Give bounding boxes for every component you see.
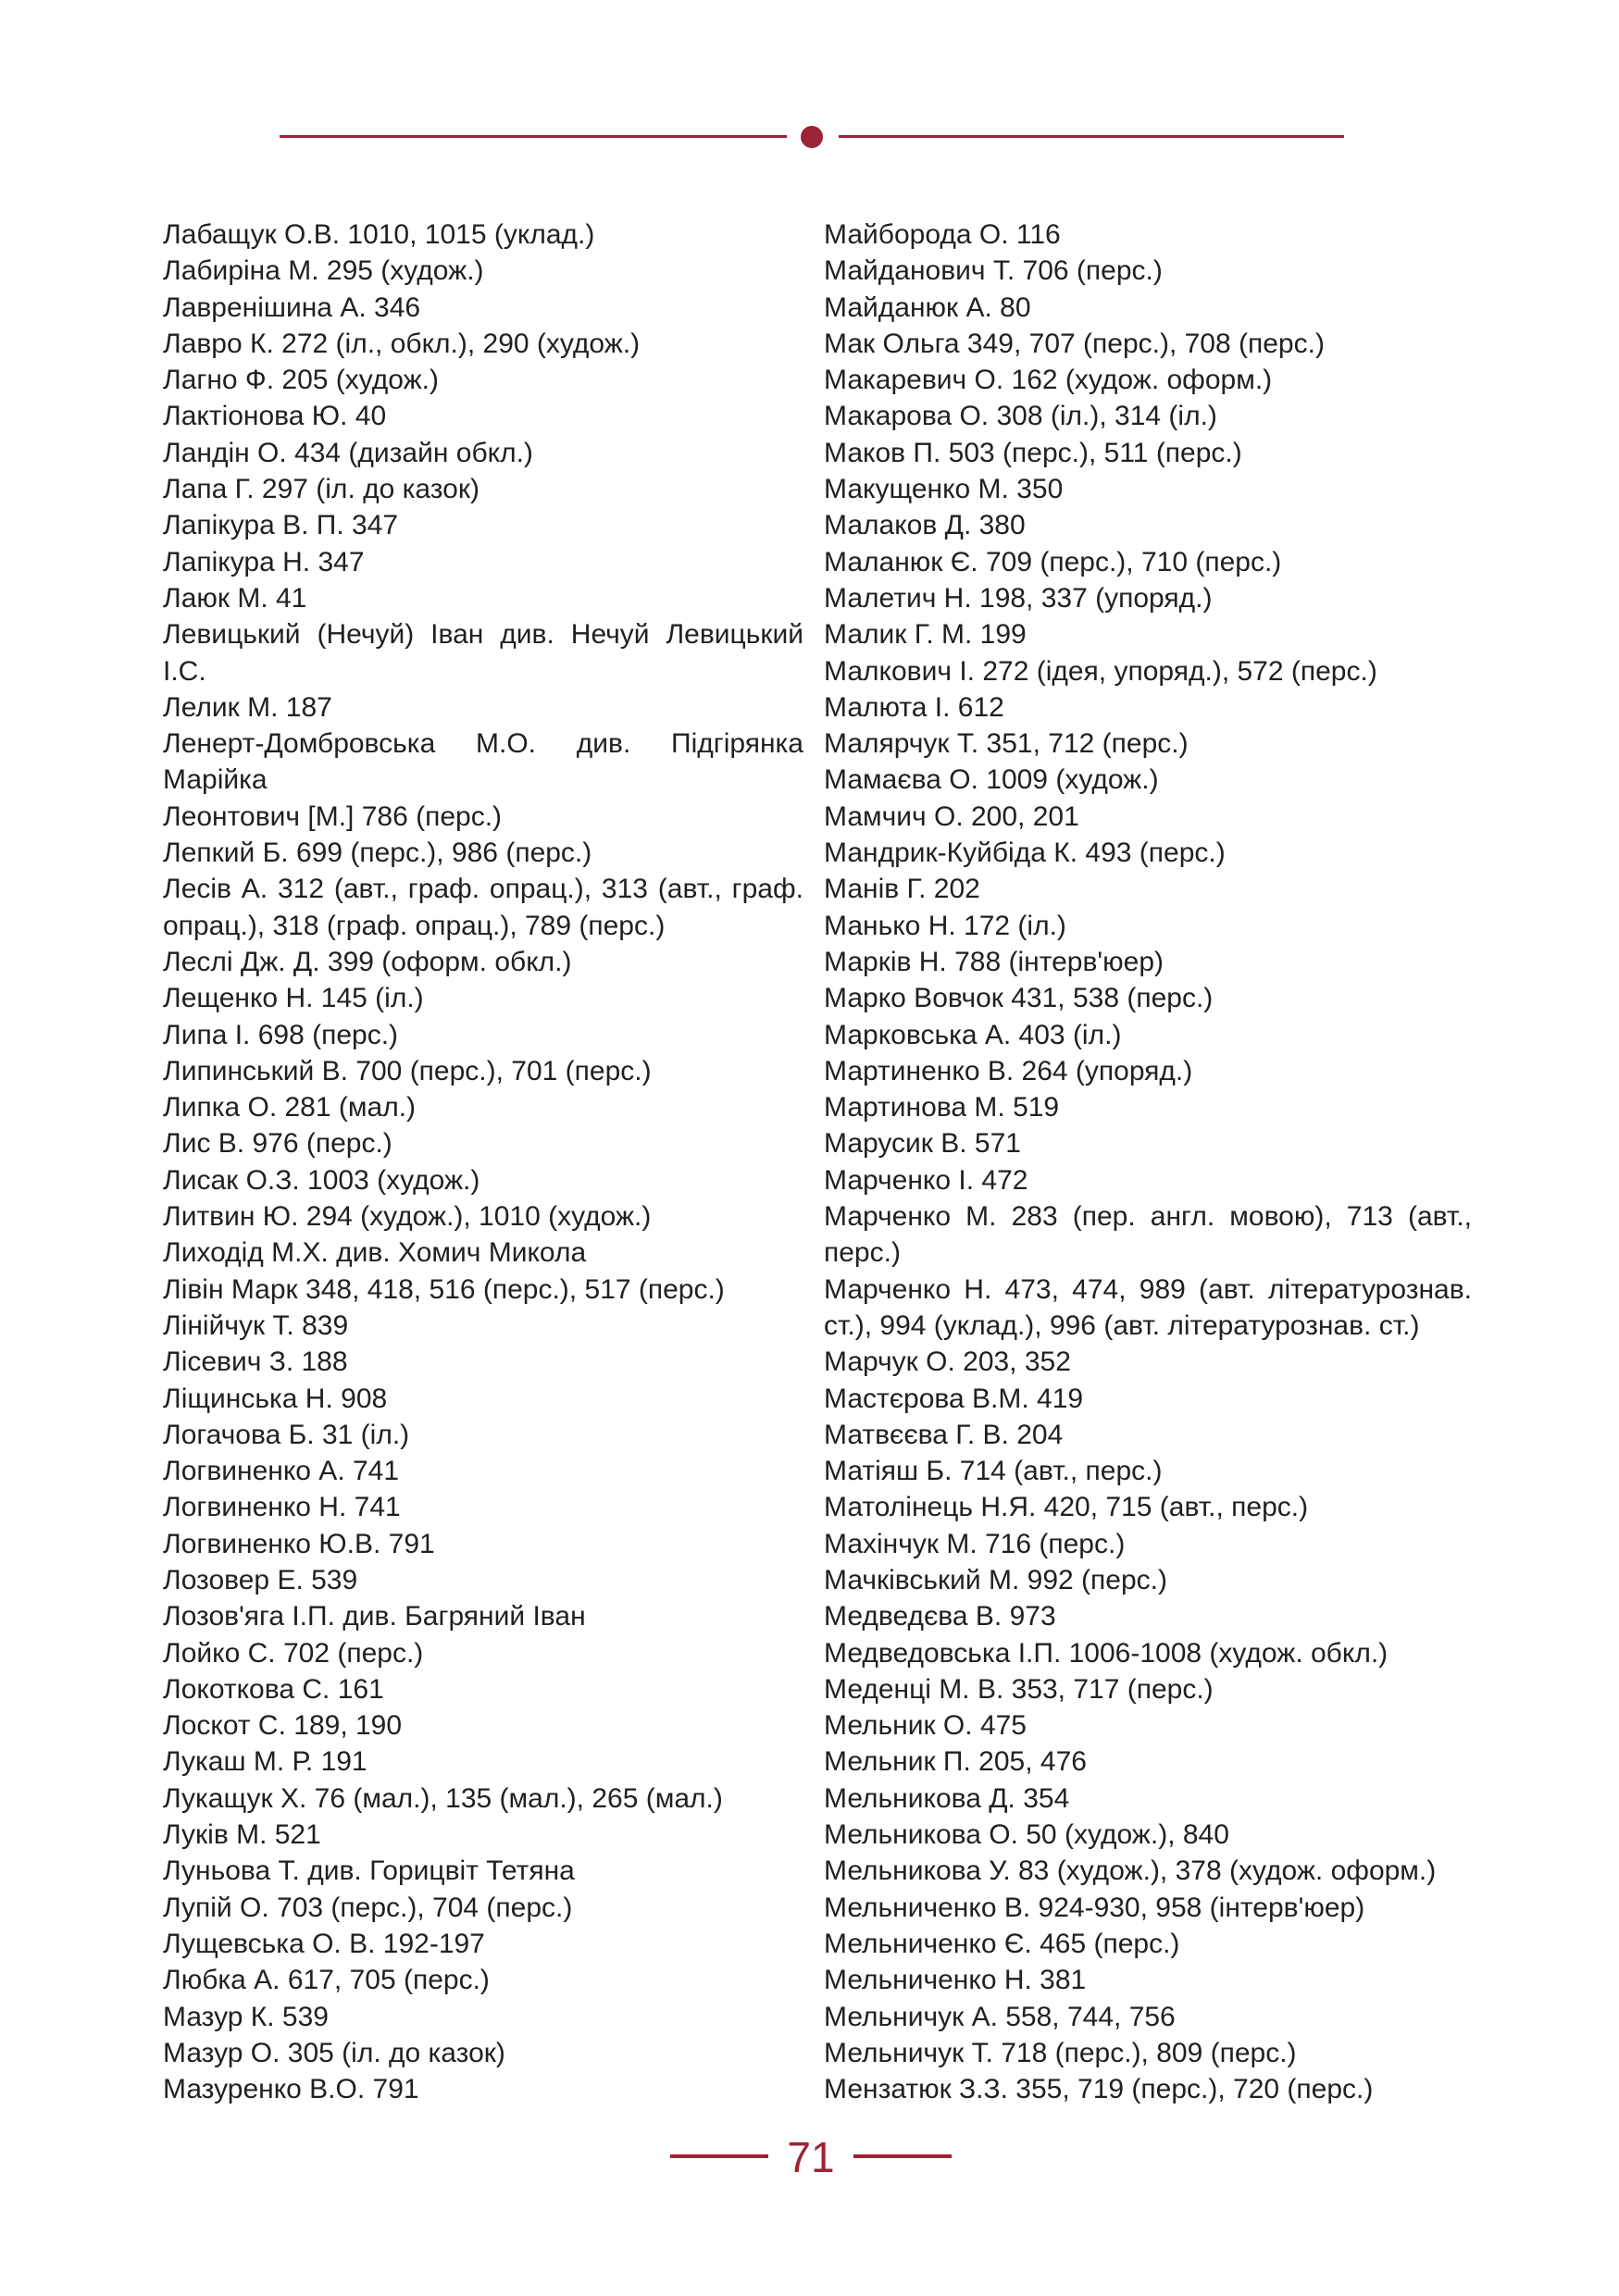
index-entry: Лисак О.З. 1003 (худож.) bbox=[163, 1164, 480, 1196]
index-entry: Марків Н. 788 (інтерв'юер) bbox=[824, 946, 1164, 977]
index-entry: Лівін Марк 348, 418, 516 (перс.), 517 (перс.) bbox=[163, 1273, 725, 1305]
index-entry: Лукащук Х. 76 (мал.), 135 (мал.), 265 (мал.) bbox=[163, 1782, 723, 1814]
header-rule-right bbox=[839, 135, 1344, 138]
page-number: 71 bbox=[787, 2133, 835, 2181]
index-entry: Мартиненко В. 264 (упоряд.) bbox=[824, 1055, 1193, 1086]
index-entry: Лаюк М. 41 bbox=[163, 582, 307, 614]
index-entry: Мензатюк З.З. 355, 719 (перс.), 720 (перс.) bbox=[824, 2074, 1374, 2105]
index-entry: Лабиріна М. 295 (худож.) bbox=[163, 255, 484, 287]
index-column-right bbox=[824, 217, 1472, 2107]
index-entry: Мельниченко Є. 465 (перс.) bbox=[824, 1928, 1180, 1959]
index-entry: Лис В. 976 (перс.) bbox=[163, 1128, 392, 1160]
index-entry: Маков П. 503 (перс.), 511 (перс.) bbox=[824, 437, 1242, 468]
index-entry: Медведовська І.П. 1006-1008 (худож. обкл.) bbox=[824, 1637, 1389, 1669]
index-entry: Липа І. 698 (перс.) bbox=[163, 1019, 399, 1050]
index-entry: Лещенко Н. 145 (іл.) bbox=[163, 983, 424, 1014]
page-footer bbox=[670, 2128, 948, 2184]
footer-rule-left bbox=[670, 2154, 768, 2158]
index-entry: Луньова Т. див. Горицвіт Тетяна bbox=[163, 1855, 575, 1887]
index-entry: Лелик М. 187 bbox=[163, 691, 332, 723]
index-entry: Лозовер Е. 539 bbox=[163, 1564, 358, 1595]
index-entry: Мазуренко В.О. 791 bbox=[163, 2074, 419, 2105]
index-entry: Мазур К. 539 bbox=[163, 2001, 329, 2032]
index-entry: Марусик В. 571 bbox=[824, 1128, 1021, 1160]
index-entry: Лапа Г. 297 (іл. до казок) bbox=[163, 474, 479, 505]
index-entry: Мельниченко Н. 381 bbox=[824, 1965, 1087, 1996]
index-entry: Ленерт-Домбровська М.О. див. Підгірянка Марійка bbox=[163, 728, 803, 796]
index-entry: Мамаєва О. 1009 (худож.) bbox=[824, 764, 1159, 796]
header-rule-left bbox=[280, 135, 787, 138]
index-entry: Мамчич О. 200, 201 bbox=[824, 800, 1079, 832]
index-entry: Леонтович [М.] 786 (перс.) bbox=[163, 800, 503, 832]
index-entry: Лущевська О. В. 192-197 bbox=[163, 1928, 485, 1959]
index-entry: Марчук О. 203, 352 bbox=[824, 1347, 1071, 1378]
index-entry: Майборода О. 116 bbox=[824, 219, 1061, 250]
index-entry: Лісевич З. 188 bbox=[163, 1347, 348, 1378]
index-entry: Мартинова М. 519 bbox=[824, 1092, 1060, 1123]
index-entry: Левицький (Нечуй) Іван див. Нечуй Левицький І.С. bbox=[163, 619, 803, 687]
index-entry: Логвиненко Ю.В. 791 bbox=[163, 1528, 435, 1559]
index-entry: Локоткова С. 161 bbox=[163, 1673, 384, 1705]
index-entry: Мельник О. 475 bbox=[824, 1710, 1027, 1742]
index-entry: Марченко Н. 473, 474, 989 (авт. літературознав. ст.), 994 (уклад.), 996 (авт. літературознав. ст.) bbox=[824, 1273, 1472, 1341]
index-entry: Марченко М. 283 (пер. англ. мовою), 713 (авт., перс.) bbox=[824, 1201, 1472, 1269]
index-entry: Мандрик-Куйбіда К. 493 (перс.) bbox=[824, 838, 1226, 869]
index-entry: Малетич Н. 198, 337 (упоряд.) bbox=[824, 582, 1213, 614]
footer-rule-right bbox=[853, 2154, 952, 2158]
index-entry: Логвиненко А. 741 bbox=[163, 1456, 400, 1487]
index-entry: Логвиненко Н. 741 bbox=[163, 1492, 401, 1523]
index-entry: Мельник П. 205, 476 bbox=[824, 1746, 1087, 1778]
index-entry: Мельникова О. 50 (худож.), 840 bbox=[824, 1819, 1229, 1851]
index-entry: Лозов'яга І.П. див. Багряний Іван bbox=[163, 1601, 586, 1632]
index-entry: Марко Вовчок 431, 538 (перс.) bbox=[824, 983, 1214, 1014]
index-entry: Марченко І. 472 bbox=[824, 1164, 1028, 1196]
index-entry: Липка О. 281 (мал.) bbox=[163, 1092, 417, 1123]
index-entry: Макарова О. 308 (іл.), 314 (іл.) bbox=[824, 401, 1217, 432]
index-entry: Мельникова Д. 354 bbox=[824, 1782, 1070, 1814]
index-entry: Малкович І. 272 (ідея, упоряд.), 572 (перс.) bbox=[824, 655, 1377, 687]
index-entry: Лоскот С. 189, 190 bbox=[163, 1710, 403, 1742]
index-entry: Маланюк Є. 709 (перс.), 710 (перс.) bbox=[824, 546, 1282, 577]
index-entry: Луків М. 521 bbox=[163, 1819, 321, 1851]
index-entry: Макаревич О. 162 (худож. оформ.) bbox=[824, 365, 1273, 396]
index-entry: Лагно Ф. 205 (худож.) bbox=[163, 365, 440, 396]
index-entry: Литвин Ю. 294 (худож.), 1010 (худож.) bbox=[163, 1201, 652, 1233]
index-entry: Липинський В. 700 (перс.), 701 (перс.) bbox=[163, 1055, 652, 1086]
index-entry: Мельничук А. 558, 744, 756 bbox=[824, 2001, 1176, 2032]
index-entry: Ландін О. 434 (дизайн обкл.) bbox=[163, 437, 533, 468]
index-entry: Марковська А. 403 (іл.) bbox=[824, 1019, 1122, 1050]
index-entry: Манько Н. 172 (іл.) bbox=[824, 910, 1066, 941]
index-entry: Мачківський М. 992 (перс.) bbox=[824, 1564, 1167, 1595]
header-ornament bbox=[280, 133, 1344, 141]
index-entry: Лепкий Б. 699 (перс.), 986 (перс.) bbox=[163, 838, 592, 869]
index-entry: Меденці М. В. 353, 717 (перс.) bbox=[824, 1673, 1214, 1705]
index-entry: Мельниченко В. 924-930, 958 (інтерв'юер) bbox=[824, 1892, 1365, 1923]
index-entry: Медведєва В. 973 bbox=[824, 1601, 1056, 1632]
index-entry: Лактіонова Ю. 40 bbox=[163, 401, 387, 432]
index-entry: Макущенко М. 350 bbox=[824, 474, 1064, 505]
index-entry: Леслі Дж. Д. 399 (оформ. обкл.) bbox=[163, 946, 572, 977]
index-entry: Манів Г. 202 bbox=[824, 874, 980, 905]
index-entry: Лиходід М.Х. див. Хомич Микола bbox=[163, 1237, 587, 1269]
index-entry: Майданюк А. 80 bbox=[824, 292, 1031, 323]
index-entry: Любка А. 617, 705 (перс.) bbox=[163, 1965, 490, 1996]
index-entry: Малюта І. 612 bbox=[824, 691, 1004, 723]
index-entry: Лінійчук Т. 839 bbox=[163, 1309, 349, 1341]
index-entry: Лавренішина А. 346 bbox=[163, 292, 421, 323]
index-entry: Мельникова У. 83 (худож.), 378 (худож. оформ.) bbox=[824, 1855, 1437, 1887]
index-entry: Матіяш Б. 714 (авт., перс.) bbox=[824, 1456, 1163, 1487]
index-entry: Лойко С. 702 (перс.) bbox=[163, 1637, 424, 1669]
index-entry: Махінчук М. 716 (перс.) bbox=[824, 1528, 1126, 1559]
index-entry: Ліщинська Н. 908 bbox=[163, 1383, 388, 1414]
index-entry: Малярчук Т. 351, 712 (перс.) bbox=[824, 728, 1189, 760]
index-entry: Лапікура В. П. 347 bbox=[163, 510, 399, 541]
index-entry: Мастєрова В.М. 419 bbox=[824, 1383, 1084, 1414]
index-entry: Мельничук Т. 718 (перс.), 809 (перс.) bbox=[824, 2037, 1297, 2068]
index-entry: Логачова Б. 31 (іл.) bbox=[163, 1419, 410, 1450]
index-column-left bbox=[163, 217, 803, 2107]
index-entry: Майданович Т. 706 (перс.) bbox=[824, 255, 1163, 287]
index-entry: Мазур О. 305 (іл. до казок) bbox=[163, 2037, 505, 2068]
index-entry: Лесів А. 312 (авт., граф. опрац.), 313 (авт., граф. опрац.), 318 (граф. опрац.), 789 (перс.) bbox=[163, 874, 803, 941]
index-entry: Малик Г. М. 199 bbox=[824, 619, 1027, 651]
index-entry: Лавро К. 272 (іл., обкл.), 290 (худож.) bbox=[163, 328, 641, 359]
index-entry: Лупій О. 703 (перс.), 704 (перс.) bbox=[163, 1892, 573, 1923]
index-entry: Лапікура Н. 347 bbox=[163, 546, 365, 577]
index-entry: Матолінець Н.Я. 420, 715 (авт., перс.) bbox=[824, 1492, 1309, 1523]
index-entry: Матвєєва Г. В. 204 bbox=[824, 1419, 1064, 1450]
index-entry: Лабащук О.В. 1010, 1015 (уклад.) bbox=[163, 219, 595, 250]
index-entry: Мак Ольга 349, 707 (перс.), 708 (перс.) bbox=[824, 328, 1325, 359]
index-entry: Малаков Д. 380 bbox=[824, 510, 1026, 541]
header-dot-ornament bbox=[801, 126, 823, 148]
index-entry: Лукаш М. Р. 191 bbox=[163, 1746, 367, 1778]
